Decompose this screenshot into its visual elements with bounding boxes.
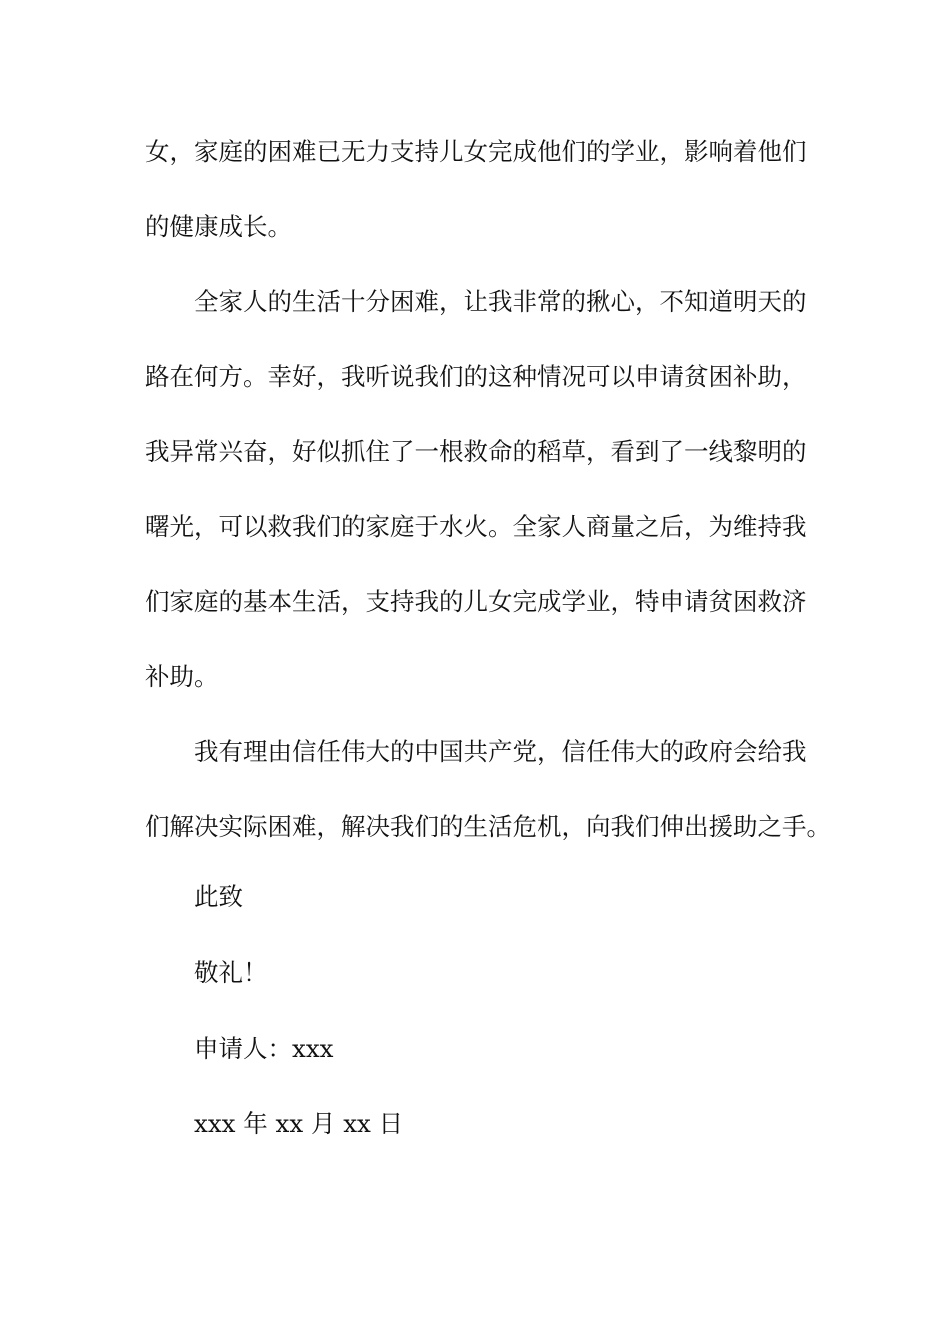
paragraph-3-line-1: 我有理由信任伟大的中国共产党，信任伟大的政府会给我: [194, 737, 807, 766]
paragraph-2-line-3: 我异常兴奋，好似抓住了一根救命的稻草，看到了一线黎明的: [145, 437, 807, 466]
paragraph-2-line-1: 全家人的生活十分困难，让我非常的揪心，不知道明天的: [194, 287, 807, 316]
paragraph-2-line-6: 补助。: [145, 662, 219, 691]
paragraph-1-line-2: 的健康成长。: [145, 212, 292, 241]
closing-salutation: 此致: [194, 882, 243, 911]
closing-regards: 敬礼！: [194, 958, 268, 987]
paragraph-1-line-1: 女，家庭的困难已无力支持儿女完成他们的学业，影响着他们: [145, 137, 807, 166]
paragraph-2-line-5: 们家庭的基本生活，支持我的儿女完成学业，特申请贫困救济: [145, 587, 807, 616]
paragraph-2-line-2: 路在何方。幸好，我听说我们的这种情况可以申请贫困补助，: [145, 362, 807, 391]
applicant-signature: 申请人：xxx: [194, 1034, 334, 1063]
application-date: xxx 年 xx 月 xx 日: [194, 1109, 404, 1138]
paragraph-3-line-2: 们解决实际困难，解决我们的生活危机，向我们伸出援助之手。: [145, 812, 831, 841]
paragraph-2-line-4: 曙光，可以救我们的家庭于水火。全家人商量之后，为维持我: [145, 512, 807, 541]
